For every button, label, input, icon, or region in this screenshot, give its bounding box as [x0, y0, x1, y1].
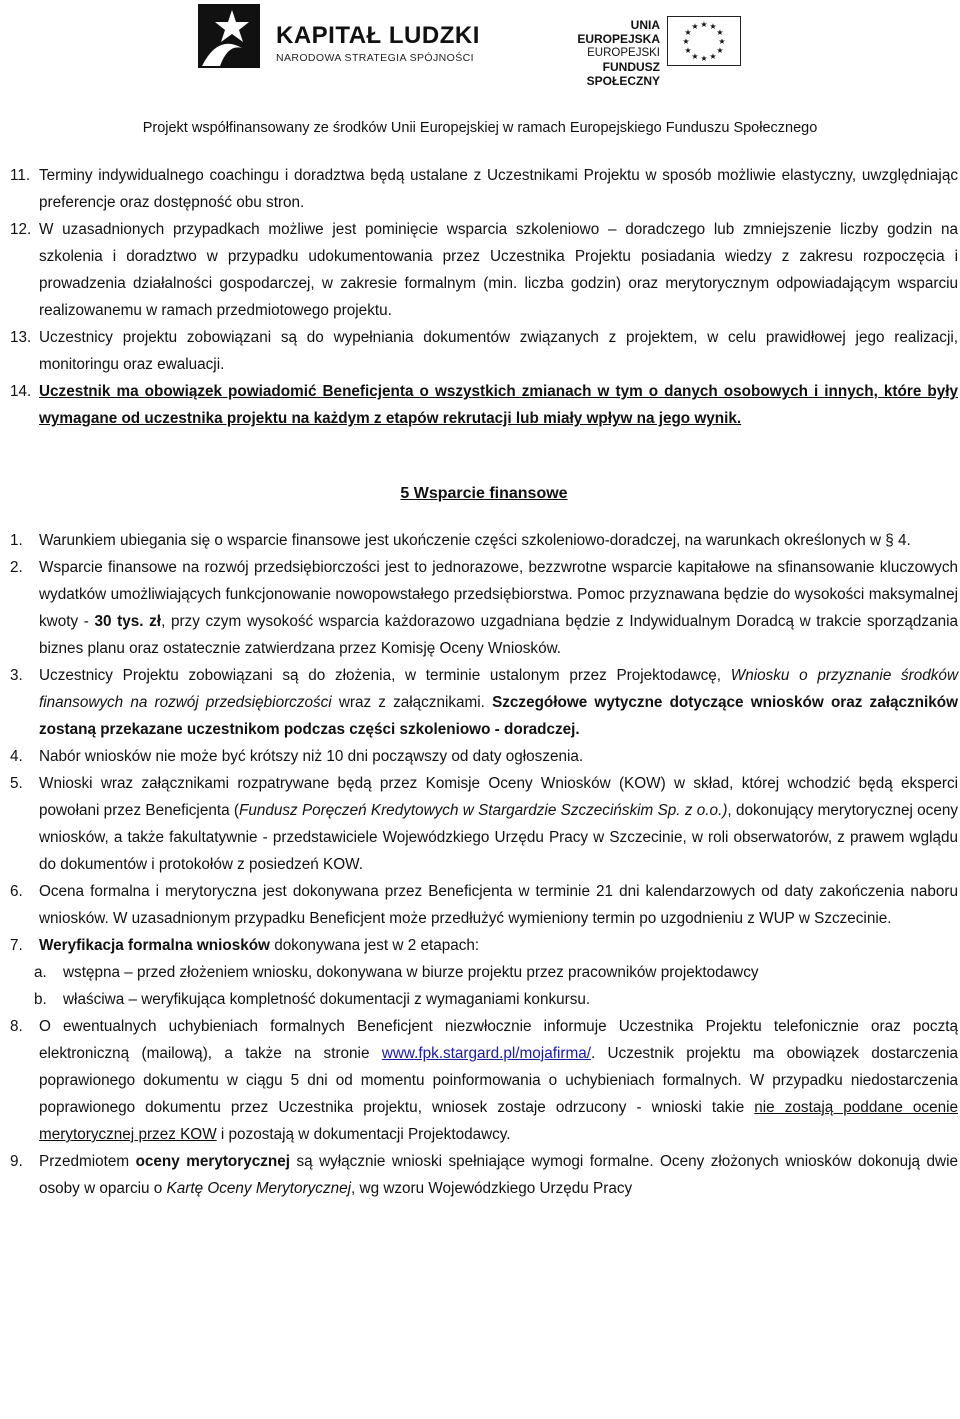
sub-item-text: właściwa – weryfikująca kompletność dokumentacji z wymaganiami konkursu.	[63, 991, 591, 1008]
item-number: 5.	[10, 775, 23, 792]
item-number: 9.	[10, 1153, 23, 1170]
beneficiary-name: Fundusz Poręczeń Kredytowych w Stargardzie Szczecińskim Sp. z o.o.)	[238, 802, 728, 819]
svg-text:★: ★	[684, 46, 692, 55]
list-item-7	[10, 932, 958, 959]
eu-text	[555, 18, 660, 88]
list-item-8	[10, 1013, 958, 1148]
item-text: O ewentualnych uchybieniach formalnych Beneficjent niezwłocznie informuje Uczestnika Projektu telefonicznie oraz pocztą elektroniczną (mailową), a także na stronie	[39, 1018, 958, 1062]
list-item-3	[10, 662, 958, 743]
list-item-5	[10, 770, 958, 878]
svg-text:★: ★	[700, 54, 708, 63]
list-item-4	[10, 743, 958, 770]
item-text-cont: , przy czym wysokość wsparcia każdorazowo uzgadniana będzie z Indywidualnym Doradcą w trakcie sporządzania biznes planu oraz ostatecznie zatwierdzana przez Komisję Oceny Wniosków.	[39, 613, 958, 657]
svg-text:★: ★	[709, 52, 717, 61]
item-number: 1.	[10, 532, 23, 549]
item-text: W uzasadnionych przypadkach możliwe jest pominięcie wsparcia szkoleniowo – doradczego lub zmniejszenie liczby godzin na szkolenia i doradztwo w przypadku udokumentowania przez Uczestnika Projektu posiadania wiedzy z zakresu rozpoczęcia i prowadzenia działalności gospodarczej, w zakresie formalnym (min. liczba godzin) oraz merytorycznym odpowiadającym wsparciu realizowanemu w ramach przedmiotowego projektu.	[39, 221, 958, 319]
bold-note: Szczegółowe wytyczne dotyczące wniosków oraz załączników zostaną przekazane uczestnikom podczas części szkoleniowo - doradczej.	[39, 694, 958, 738]
sub-item-a	[20, 959, 958, 986]
svg-text:★: ★	[709, 22, 717, 31]
item-text-cont: wraz z załącznikami.	[331, 694, 493, 711]
form-name: Kartę Oceny Merytorycznej	[166, 1180, 352, 1197]
section-heading: 5 Wsparcie finansowe	[400, 485, 568, 502]
item-text-end: i pozostają w dokumentacji Projektodawcy.	[216, 1126, 511, 1143]
sub-item-letter: a.	[34, 964, 47, 981]
list-item-9	[10, 1148, 958, 1202]
item-text-cont: , dokonujący merytorycznej oceny wniosków, a także fakultatywnie - przedstawiciele Wojewódzkiego Urzędu Pracy w Szczecinie, w roli obserwatorów, z prawem wglądu do dokumentów i protokołów z posiedzeń KOW.	[39, 802, 958, 873]
bold-term: Weryfikacja formalna wniosków	[39, 937, 270, 954]
page-header	[0, 0, 960, 136]
eu-flag-icon	[667, 16, 741, 66]
item-text: Uczestnicy Projektu zobowiązani są do złożenia, w terminie ustalonym przez Projektodawcę,	[39, 667, 731, 684]
eu-line2: EUROPEJSKI	[587, 47, 660, 59]
item-text: Ocena formalna i merytoryczna jest dokonywana przez Beneficjenta w terminie 21 dni kalendarzowych od daty zakończenia naboru wniosków. W uzasadnionym przypadku Beneficjent może przedłużyć wymieniony termin po uzgodnieniu z WUP w Szczecinie.	[39, 883, 958, 927]
svg-text:★: ★	[700, 20, 708, 29]
item-number: 6.	[10, 883, 23, 900]
svg-text:★: ★	[684, 28, 692, 37]
item-text-cont: . Uczestnik projektu ma obowiązek dostarczenia poprawionego dokumentu w ciągu 5 dni od momentu poinformowania o uchybieniach formalnych. W przypadku niedostarczenia poprawionego dokumentu przez Uczestnika projektu, wniosek zostaje odrzucony - wnioski takie	[39, 1045, 958, 1116]
eu-logo	[555, 16, 775, 88]
svg-text:★: ★	[716, 46, 724, 55]
kl-title: KAPITAŁ LUDZKI	[276, 22, 480, 49]
item-number: 12.	[10, 221, 32, 238]
item-number: 2.	[10, 559, 23, 576]
item-text-end: , wg wzoru Wojewódzkiego Urzędu Pracy	[351, 1180, 633, 1197]
item-text: Uczestnicy projektu zobowiązani są do wypełniania dokumentów związanych z projektem, w celu prawidłowej jego realizacji, monitoringu oraz ewaluacji.	[39, 329, 958, 373]
svg-text:★: ★	[682, 37, 690, 46]
item-text: Uczestnik ma obowiązek powiadomić Beneficjenta o wszystkich zmianach w tym o danych osobowych i innych, które były wymagane od uczestnika projektu na każdym z etapów rekrutacji lub miały wpływ na jego wynik.	[39, 383, 958, 427]
list-item-6	[10, 878, 958, 932]
item-text-cont: są wyłącznie wnioski spełniające wymogi formalne. Oceny złożonych wniosków dokonują dwie osoby w oparciu o	[39, 1153, 958, 1197]
svg-text:★: ★	[716, 28, 724, 37]
sub-item-b	[20, 986, 958, 1013]
item-text: Przedmiotem	[39, 1153, 136, 1170]
item-text: Wsparcie finansowe na rozwój przedsiębiorczości jest to jednorazowe, bezzwrotne wsparcie kapitałowe na sfinansowanie kluczowych wydatków umożliwiających funkcjonowanie nowopowstałego przedsiębiorstwa. Pomoc przyznawana będzie do wysokości maksymalnej kwoty -	[39, 559, 958, 630]
item-number: 4.	[10, 748, 23, 765]
svg-text:★: ★	[718, 37, 726, 46]
svg-text:★: ★	[691, 52, 699, 61]
list-item-1	[10, 527, 958, 554]
form-name: Wniosku o przyznanie środków finansowych na rozwój przedsiębiorczości	[39, 667, 958, 711]
item-number: 14.	[10, 383, 32, 400]
item-number: 13.	[10, 329, 32, 346]
svg-text:★: ★	[691, 22, 699, 31]
kapital-ludzki-emblem-icon	[198, 4, 260, 68]
sub-item-letter: b.	[34, 991, 47, 1008]
kapital-ludzki-logo	[198, 4, 480, 68]
list-item-2	[10, 554, 958, 662]
item-number: 7.	[10, 937, 23, 954]
list-item-14	[10, 378, 958, 432]
kl-subtitle: NARODOWA STRATEGIA SPÓJNOŚCI	[276, 52, 474, 64]
item-number: 8.	[10, 1018, 23, 1035]
item-text: Warunkiem ubiegania się o wsparcie finansowe jest ukończenie części szkoleniowo-doradczej, na warunkach określonych w § 4.	[39, 532, 911, 549]
cofinancing-note: Projekt współfinansowany ze środków Unii Europejskiej w ramach Europejskiego Funduszu Społecznego	[142, 120, 818, 136]
item-text: Terminy indywidualnego coachingu i doradztwa będą ustalane z Uczestnikami Projektu w sposób możliwie elastyczny, uwzględniając preferencje oraz dostępność obu stron.	[39, 167, 958, 211]
item-text: Nabór wniosków nie może być krótszy niż 10 dni począwszy od daty ogłoszenia.	[39, 748, 584, 765]
sub-item-text: wstępna – przed złożeniem wniosku, dokonywana w biurze projektu przez pracowników projektodawcy	[63, 964, 759, 981]
eu-line3: FUNDUSZ SPOŁECZNY	[586, 60, 660, 88]
bold-term: oceny merytorycznej	[135, 1153, 290, 1170]
list-item-11	[10, 162, 958, 216]
item-number: 3.	[10, 667, 23, 684]
amount-highlight: 30 tys. zł	[94, 613, 162, 630]
document-body	[10, 162, 958, 1202]
item-number: 11.	[10, 167, 31, 184]
underlined-note: nie zostają poddane ocenie merytorycznej przez KOW	[39, 1099, 958, 1143]
list-item-13	[10, 324, 958, 378]
website-link[interactable]: www.fpk.stargard.pl/mojafirma/	[381, 1045, 591, 1062]
eu-line1: UNIA EUROPEJSKA	[577, 18, 660, 46]
item-text: dokonywana jest w 2 etapach:	[269, 937, 480, 954]
list-item-12	[10, 216, 958, 324]
item-text: Wnioski wraz załącznikami rozpatrywane będą przez Komisje Oceny Wniosków (KOW) w skład, której wchodzić będą eksperci powołani przez Beneficjenta (	[39, 775, 958, 819]
